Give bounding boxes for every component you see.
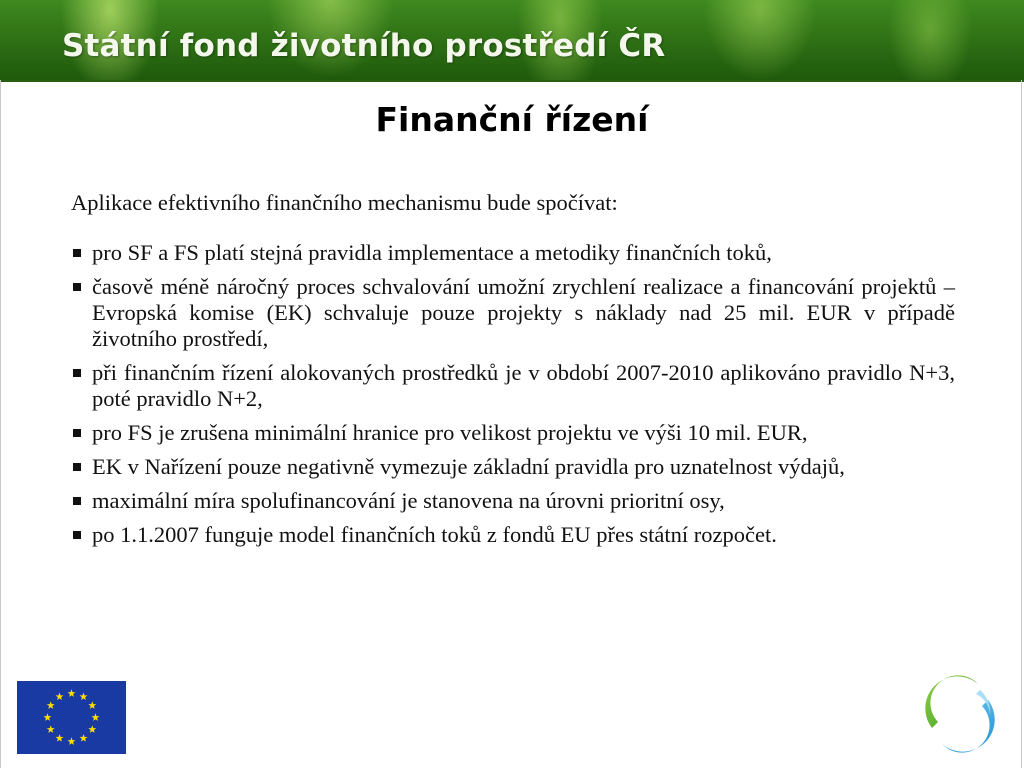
bullet-list [71, 240, 955, 556]
sfzp-logo-graphic [918, 672, 1002, 756]
slide-title: Finanční řízení [375, 100, 649, 139]
bullet-text: maximální míra spolufinancování je stanovena na úrovni prioritní osy, [92, 488, 725, 513]
bullet-text: pro SF a FS platí stejná pravidla implementace a metodiky finančních toků, [92, 240, 772, 265]
bullet-text: po 1.1.2007 funguje model finančních toků z fondů EU přes státní rozpočet. [92, 522, 777, 547]
square-bullet-icon [73, 249, 81, 257]
square-bullet-icon [73, 463, 81, 471]
bullet-text: pro FS je zrušena minimální hranice pro velikost projektu ve výši 10 mil. EUR, [92, 420, 808, 445]
bullet-item [71, 360, 955, 412]
intro-text: Aplikace efektivního finančního mechanismu bude spočívat: [71, 190, 618, 215]
eu-flag-icon [17, 681, 126, 754]
eu-flag-stars [17, 681, 126, 754]
header-banner [0, 0, 1024, 82]
square-bullet-icon [73, 497, 81, 505]
sfzp-logo-icon [918, 672, 1002, 756]
bullet-item [71, 488, 955, 514]
bullet-item [71, 274, 955, 352]
square-bullet-icon [73, 531, 81, 539]
square-bullet-icon [73, 369, 81, 377]
bullet-item [71, 240, 955, 266]
bullet-text: časově méně náročný proces schvalování umožní zrychlení realizace a financování projektů – Evropská komise (EK) schvaluje pouze projekty s náklady nad 25 mil. EUR v případě životního prostředí, [92, 274, 955, 351]
bullet-text: při finančním řízení alokovaných prostředků je v období 2007-2010 aplikováno pravidlo N+3, poté pravidlo N+2, [92, 360, 955, 411]
header-title: Státní fond životního prostředí ČR [62, 28, 666, 64]
bullet-item [71, 454, 955, 480]
bullet-text: EK v Nařízení pouze negativně vymezuje základní pravidla pro uznatelnost výdajů, [92, 454, 845, 479]
square-bullet-icon [73, 283, 81, 291]
bullet-item [71, 522, 955, 548]
bullet-item [71, 420, 955, 446]
square-bullet-icon [73, 429, 81, 437]
